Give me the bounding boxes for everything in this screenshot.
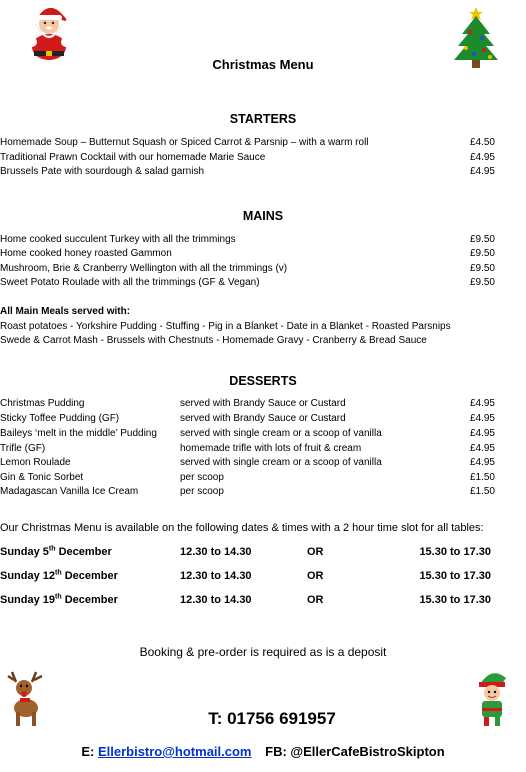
email-link[interactable]: Ellerbistro@hotmail.com: [97, 744, 252, 759]
served-with-heading: All Main Meals served with:: [0, 306, 131, 317]
item-name: Traditional Prawn Cocktail with our homemade Marie Sauce: [0, 152, 266, 163]
item-description: per scoop: [180, 472, 224, 483]
dessert-row: [0, 413, 526, 426]
santa-icon: [22, 2, 76, 60]
time-slot-1: 12.30 to 14.30: [180, 546, 252, 558]
dessert-row: [0, 486, 526, 499]
item-price: £4.95: [469, 443, 495, 454]
served-with-line: Swede & Carrot Mash - Brussels with Chestnuts - Homemade Gravy - Cranberry & Bread Sauce: [0, 335, 427, 346]
time-slot-2: 15.30 to 17.30: [419, 594, 491, 606]
menu-item: [0, 234, 526, 247]
time-slot-2: 15.30 to 17.30: [419, 570, 491, 582]
dessert-row: [0, 472, 526, 485]
item-description: homemade trifle with lots of fruit & cream: [180, 443, 362, 454]
availability-intro: Our Christmas Menu is available on the following dates & times with a 2 hour time slot for all tables:: [0, 522, 484, 534]
item-description: served with single cream or a scoop of vanilla: [180, 428, 382, 439]
menu-item: [0, 137, 526, 150]
item-name: Madagascan Vanilla Ice Cream: [0, 486, 139, 497]
dessert-row: [0, 457, 526, 470]
starters-heading: STARTERS: [229, 112, 297, 126]
item-price: £4.95: [469, 152, 495, 163]
item-name: Brussels Pate with sourdough & salad garnish: [0, 166, 205, 177]
phone-number: T: 01756 691957: [208, 709, 336, 728]
item-name: Home cooked honey roasted Gammon: [0, 248, 172, 259]
item-price: £9.50: [469, 263, 495, 274]
menu-item: [0, 152, 526, 165]
item-name: Christmas Pudding: [0, 398, 85, 409]
menu-item: [0, 277, 526, 290]
date-row: [0, 594, 526, 609]
time-slot-1: 12.30 to 14.30: [180, 570, 252, 582]
item-description: served with Brandy Sauce or Custard: [180, 398, 346, 409]
item-price: £1.50: [469, 472, 495, 483]
item-price: £4.95: [469, 457, 495, 468]
item-description: served with Brandy Sauce or Custard: [180, 413, 346, 424]
item-price: £1.50: [469, 486, 495, 497]
date-label: Sunday 5th December: [0, 545, 112, 558]
item-price: £4.50: [469, 137, 495, 148]
item-name: Home cooked succulent Turkey with all the trimmings: [0, 234, 236, 245]
item-name: Lemon Roulade: [0, 457, 71, 468]
or-label: OR: [307, 546, 324, 558]
item-name: Sweet Potato Roulade with all the trimmings (GF & Vegan): [0, 277, 260, 288]
email-label: E:: [81, 744, 95, 759]
item-description: per scoop: [180, 486, 224, 497]
served-with-line: Roast potatoes - Yorkshire Pudding - Stuffing - Pig in a Blanket - Date in a Blanket - Roasted Parsnips: [0, 321, 451, 332]
item-name: Baileys ‘melt in the middle’ Pudding: [0, 428, 157, 439]
item-name: Gin & Tonic Sorbet: [0, 472, 84, 483]
item-name: Homemade Soup – Butternut Squash or Spiced Carrot & Parsnip – with a warm roll: [0, 137, 369, 148]
item-name: Trifle (GF): [0, 443, 46, 454]
item-price: £9.50: [469, 248, 495, 259]
or-label: OR: [307, 594, 324, 606]
menu-item: [0, 248, 526, 261]
item-name: Mushroom, Brie & Cranberry Wellington with all the trimmings (v): [0, 263, 288, 274]
date-label: Sunday 12th December: [0, 569, 118, 582]
facebook-handle: FB: @EllerCafeBistroSkipton: [265, 744, 445, 759]
date-label: Sunday 19th December: [0, 593, 118, 606]
item-price: £4.95: [469, 428, 495, 439]
menu-item: [0, 166, 526, 179]
contact-line: [0, 744, 526, 759]
mains-heading: MAINS: [242, 209, 284, 223]
item-price: £4.95: [469, 166, 495, 177]
or-label: OR: [307, 570, 324, 582]
page-title: Christmas Menu: [212, 57, 314, 72]
desserts-heading: DESSERTS: [229, 374, 297, 388]
time-slot-2: 15.30 to 17.30: [419, 546, 491, 558]
item-name: Sticky Toffee Pudding (GF): [0, 413, 120, 424]
item-price: £4.95: [469, 398, 495, 409]
booking-note: Booking & pre-order is required as is a deposit: [139, 645, 387, 659]
dessert-row: [0, 428, 526, 441]
dessert-row: [0, 398, 526, 411]
dessert-row: [0, 443, 526, 456]
time-slot-1: 12.30 to 14.30: [180, 594, 252, 606]
item-price: £4.95: [469, 413, 495, 424]
menu-item: [0, 263, 526, 276]
date-row: [0, 546, 526, 561]
date-row: [0, 570, 526, 585]
item-price: £9.50: [469, 234, 495, 245]
item-description: served with single cream or a scoop of vanilla: [180, 457, 382, 468]
item-price: £9.50: [469, 277, 495, 288]
